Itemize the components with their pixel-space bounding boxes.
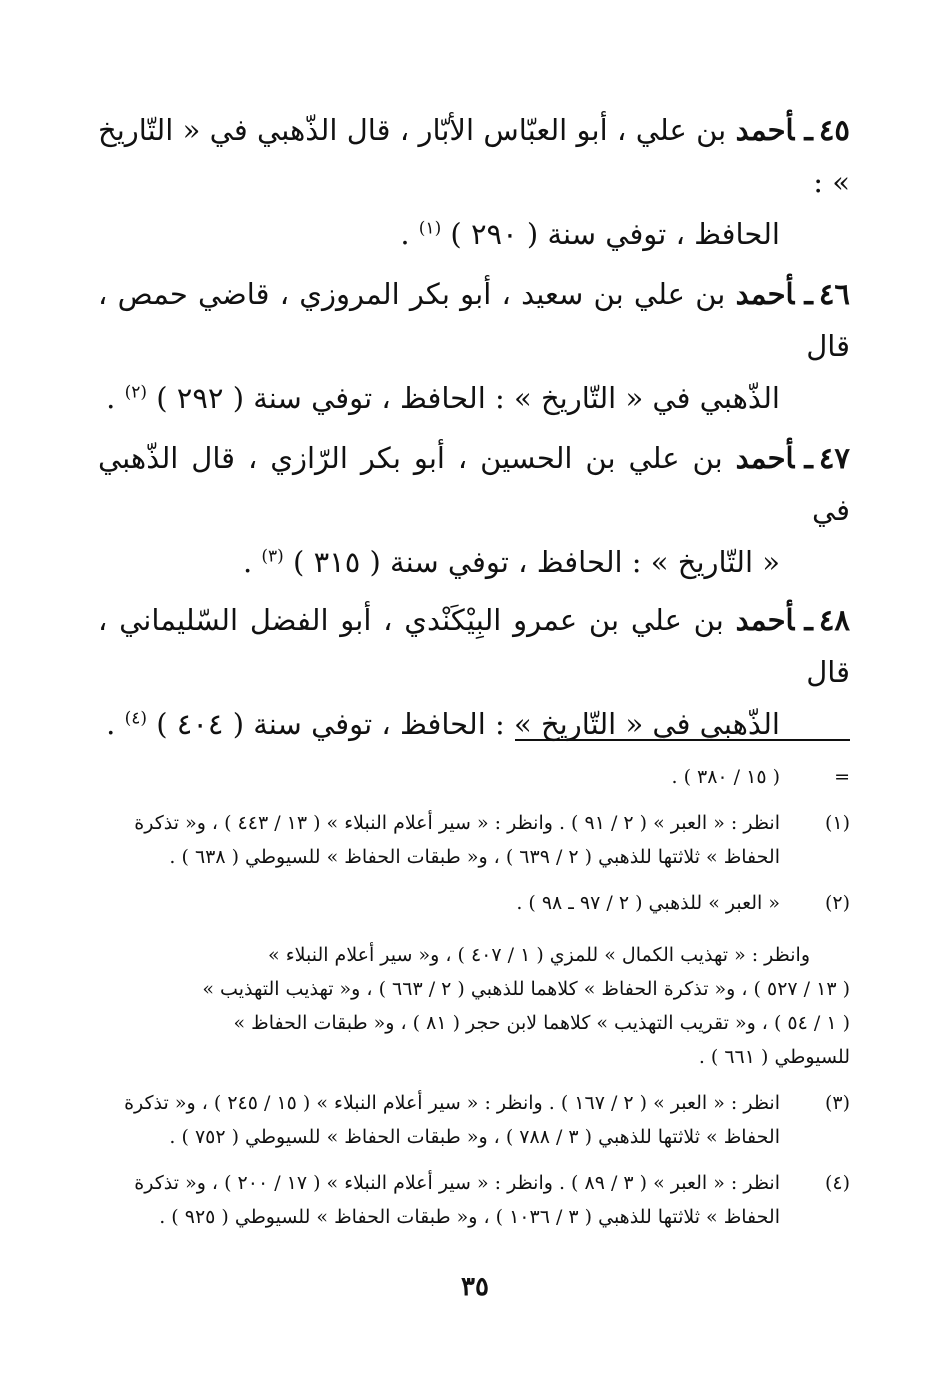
entry-dash: ـ — [804, 113, 813, 147]
entry-48 — [98, 594, 850, 750]
footnote-line: وانظر : « تهذيب الكمال » للمزي ( ١ / ٤٠٧ ) ، و« سير أعلام النبلاء » — [268, 944, 810, 966]
entry-name: أحمد — [735, 113, 795, 147]
entry-line — [98, 372, 850, 424]
entry-name: أحمد — [735, 277, 795, 311]
page-number: ٣٥ — [461, 1272, 489, 1302]
footnote-line: ( ١٥ / ٣٨٠ ) . — [671, 766, 780, 788]
footnote-line: الحفاظ » ثلاثتها للذهبي ( ٣ / ١٠٣٦ ) ، و« طبقات الحفاظ » للسيوطي ( ٩٢٥ ) . — [159, 1206, 780, 1228]
footnote-mark: (٣) — [824, 1092, 850, 1114]
footnote-mark: (٢) — [824, 892, 850, 914]
footnote-line: انظر : « العبر » ( ٣ / ٨٩ ) . وانظر : « سير أعلام النبلاء » ( ١٧ / ٢٠٠ ) ، و« تذكرة — [134, 1172, 780, 1194]
entry-line — [98, 104, 850, 208]
footnote-2 — [98, 886, 850, 1074]
footnote-mark: (٤) — [824, 1172, 850, 1194]
footnote-line: ( ١ / ٥٤ ) ، و« تقريب التهذيب » كلاهما لابن حجر ( ٨١ ) ، و« طبقات الحفاظ » — [233, 1012, 850, 1034]
footnote-mark: = — [834, 766, 850, 788]
footnote-line: انظر : « العبر » ( ٢ / ١٦٧ ) . وانظر : « سير أعلام النبلاء » ( ١٥ / ٢٤٥ ) ، و« تذكرة — [124, 1092, 780, 1114]
footnote-line: انظر : « العبر » ( ٢ / ٩١ ) . وانظر : « سير أعلام النبلاء » ( ١٣ / ٤٤٣ ) ، و« تذكرة — [134, 812, 780, 834]
entry-number: ٤٥ — [818, 113, 851, 147]
entry-text: الذّهبي في « التّاريخ » : الحافظ ، توفي سنة ( ٢٩٢ ) — [156, 381, 780, 415]
entry-number: ٤٦ — [818, 277, 850, 311]
entry-line — [98, 208, 850, 260]
footnote-ref[interactable]: (١) — [418, 218, 442, 239]
entry-line — [98, 432, 850, 536]
footnote-ref[interactable]: (٤) — [124, 708, 147, 729]
footnote-3 — [98, 1086, 850, 1154]
footnote-line: « العبر » للذهبي ( ٢ / ٩٧ ـ ٩٨ ) . — [516, 892, 780, 914]
entry-45 — [98, 104, 850, 260]
entry-number: ٤٨ — [818, 603, 850, 637]
entry-text: الذّهبي في « التّاريخ » : الحافظ ، توفي سنة ( ٤٠٤ ) — [156, 707, 780, 741]
footnote-continuation — [98, 760, 850, 794]
footnote-line: للسيوطي ( ٦٦١ ) . — [698, 1046, 850, 1068]
entry-46 — [98, 268, 850, 424]
entry-name: أحمد — [735, 603, 795, 637]
entry-line — [98, 268, 850, 372]
footnote-mark: (١) — [824, 812, 850, 834]
entry-text: بن علي بن الحسين ، أبو بكر الرّازي ، قال الذّهبي في — [98, 441, 850, 527]
entry-text: « التّاريخ » : الحافظ ، توفي سنة ( ٣١٥ ) — [293, 545, 780, 579]
entry-text: بن علي ، أبو العبّاس الأبّار ، قال الذّهبي في « التّاريخ » : — [98, 113, 850, 199]
footnote-1 — [98, 806, 850, 874]
entry-47 — [98, 432, 850, 588]
entry-text: بن علي بن سعيد ، أبو بكر المروزي ، قاضي حمص ، قال — [98, 277, 850, 363]
footnote-ref[interactable]: (٣) — [261, 546, 284, 567]
footnote-ref[interactable]: (٢) — [124, 382, 147, 403]
entry-name: أحمد — [735, 441, 795, 475]
entry-end: . — [106, 707, 116, 741]
entry-end: . — [242, 545, 253, 579]
footnote-line: الحفاظ » ثلاثتها للذهبي ( ٣ / ٧٨٨ ) ، و« طبقات الحفاظ » للسيوطي ( ٧٥٢ ) . — [169, 1126, 780, 1148]
footnote-4 — [98, 1166, 850, 1234]
entry-text: بن علي بن عمرو البِيْكَنْدي ، أبو الفضل السّليماني ، قال — [98, 603, 850, 689]
entry-number: ٤٧ — [818, 441, 850, 475]
entry-end: . — [400, 217, 410, 251]
entry-dash: ـ — [804, 603, 813, 637]
entry-text: الحافظ ، توفي سنة ( ٢٩٠ ) — [450, 217, 780, 251]
footnote-divider — [515, 739, 850, 741]
entry-line — [98, 536, 850, 588]
entry-dash: ـ — [804, 277, 813, 311]
footnote-line: ( ١٣ / ٥٢٧ ) ، و« تذكرة الحفاظ » كلاهما للذهبي ( ٢ / ٦٦٣ ) ، و« تهذيب التهذيب » — [202, 978, 850, 1000]
footnotes — [98, 760, 850, 1234]
entry-dash: ـ — [804, 441, 813, 475]
entry-line — [98, 594, 850, 698]
entry-end: . — [106, 381, 116, 415]
footnote-line: الحفاظ » ثلاثتها للذهبي ( ٢ / ٦٣٩ ) ، و« طبقات الحفاظ » للسيوطي ( ٦٣٨ ) . — [169, 846, 780, 868]
entry-line — [98, 698, 850, 750]
